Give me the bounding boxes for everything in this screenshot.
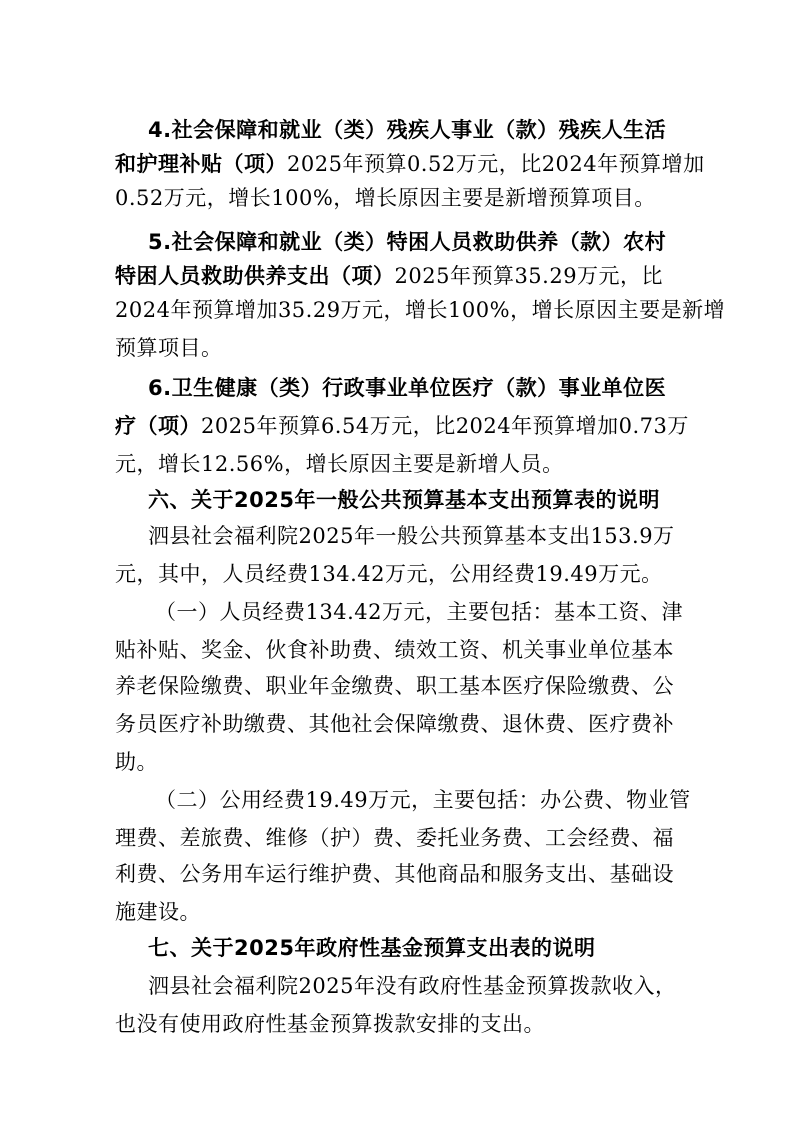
p6-line2-bold: 疗（项） bbox=[115, 414, 201, 438]
basic-line1: 泗县社会福利院2025年一般公共预算基本支出153.9万 bbox=[148, 524, 675, 548]
personnel-line3: 养老保险缴费、职业年金缴费、职工基本医疗保险缴费、公 bbox=[115, 674, 674, 698]
p5-line3: 2024年预算增加35.29万元，增长100%，增长原因主要是新增 bbox=[115, 298, 726, 322]
personnel-line5: 助。 bbox=[115, 750, 158, 774]
public-line3: 利费、公务用车运行维护费、其他商品和服务支出、基础设 bbox=[115, 862, 674, 886]
section-heading-6: 六、关于2025年一般公共预算基本支出预算表的说明 bbox=[148, 488, 660, 512]
personnel-line4: 务员医疗补助缴费、其他社会保障缴费、退休费、医疗费补 bbox=[115, 712, 674, 736]
p6-line2-rest: 2025年预算6.54万元，比2024年预算增加0.73万 bbox=[201, 414, 689, 438]
p5-line2-bold: 特困人员救助供养支出（项） bbox=[115, 264, 395, 288]
p4-line2-rest: 2025年预算0.52万元，比2024年预算增加 bbox=[287, 152, 705, 176]
p6-line3: 元，增长12.56%，增长原因主要是新增人员。 bbox=[115, 452, 564, 476]
personnel-line2: 贴补贴、奖金、伙食补助费、绩效工资、机关事业单位基本 bbox=[115, 638, 674, 662]
personnel-line1: （一）人员经费134.42万元，主要包括：基本工资、津 bbox=[155, 600, 683, 624]
p5-line2-rest: 2025年预算35.29万元，比 bbox=[394, 264, 664, 288]
basic-line2: 元，其中，人员经费134.42万元，公用经费19.49万元。 bbox=[115, 562, 663, 586]
p6-line1: 6.卫生健康（类）行政事业单位医疗（款）事业单位医 bbox=[148, 376, 667, 400]
public-line4: 施建设。 bbox=[115, 900, 201, 924]
fund-line2: 也没有使用政府性基金预算拨款安排的支出。 bbox=[115, 1012, 545, 1036]
p4-line1: 4.社会保障和就业（类）残疾人事业（款）残疾人生活 bbox=[148, 118, 667, 142]
fund-line1: 泗县社会福利院2025年没有政府性基金预算拨款收入， bbox=[148, 974, 677, 998]
public-line2: 理费、差旅费、维修（护）费、委托业务费、工会经费、福 bbox=[115, 826, 674, 850]
p5-line4: 预算项目。 bbox=[115, 336, 223, 360]
p5-line1: 5.社会保障和就业（类）特困人员救助供养（款）农村 bbox=[148, 230, 667, 254]
p6-line2 bbox=[115, 410, 689, 440]
p4-line2 bbox=[115, 148, 705, 178]
p5-line2 bbox=[115, 260, 663, 290]
p4-line3: 0.52万元，增长100%，增长原因主要是新增预算项目。 bbox=[115, 186, 656, 210]
public-line1: （二）公用经费19.49万元，主要包括：办公费、物业管 bbox=[155, 788, 691, 812]
section-heading-7: 七、关于2025年政府性基金预算支出表的说明 bbox=[148, 936, 596, 960]
p4-line2-bold: 和护理补贴（项） bbox=[115, 152, 287, 176]
